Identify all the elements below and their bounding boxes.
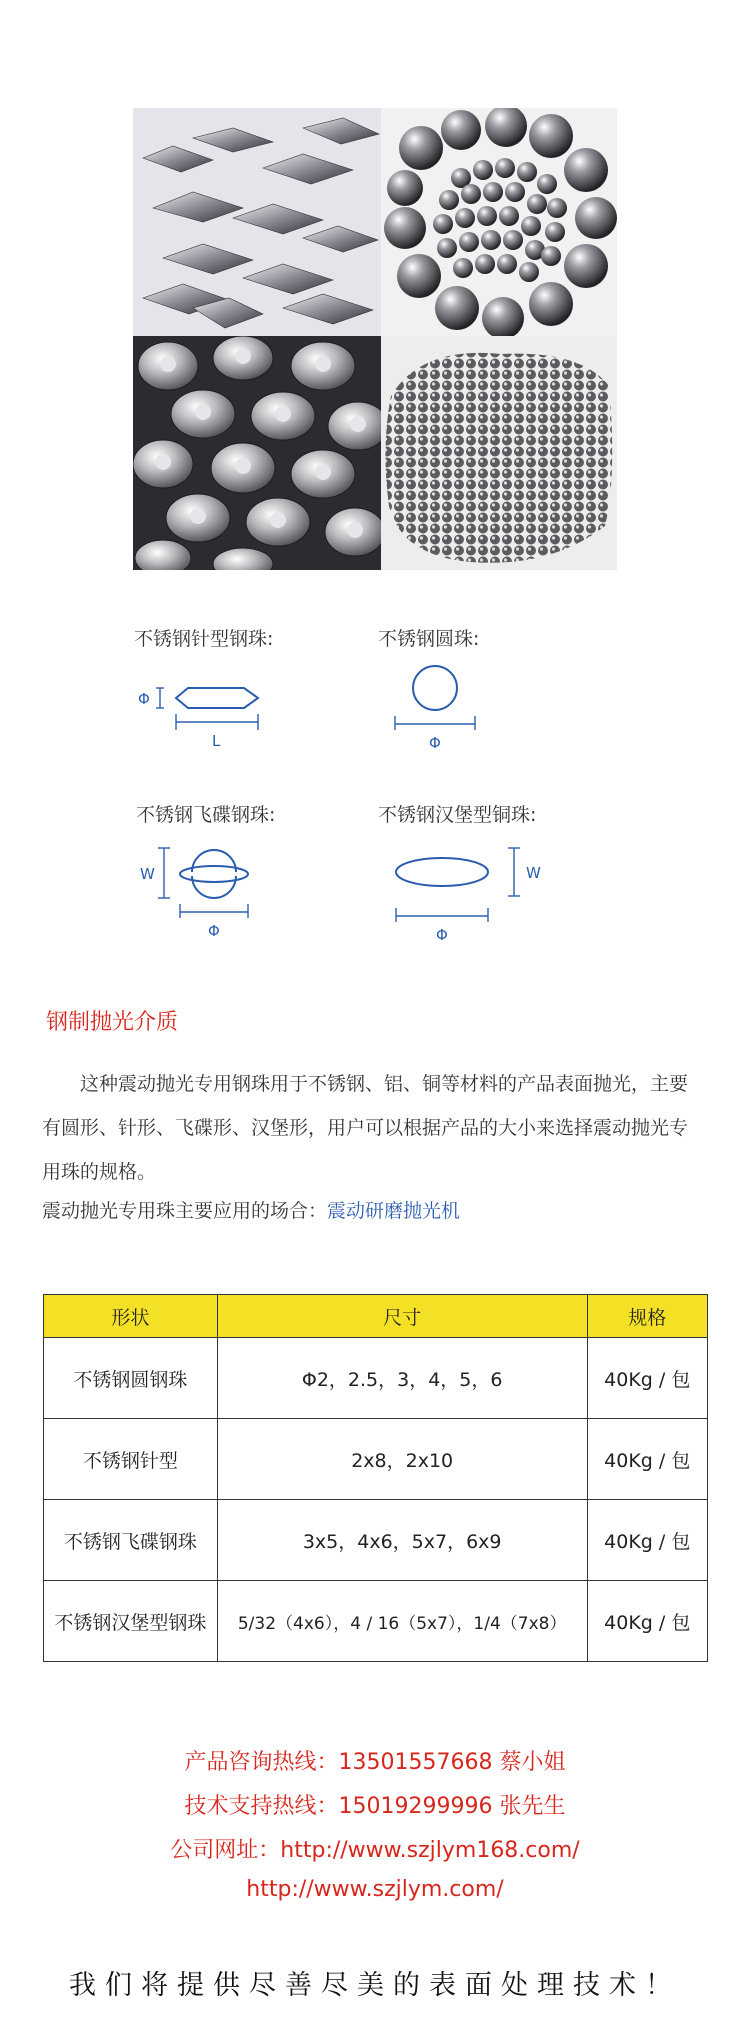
application-link[interactable]: 震动研磨抛光机 xyxy=(327,1200,461,1222)
photo-needle-pins xyxy=(133,108,381,336)
burger-bead-label: 不锈钢汉堡型铜珠: xyxy=(378,804,537,826)
cell-shape: 不锈钢针型 xyxy=(44,1419,218,1500)
section-title: 钢制抛光介质 xyxy=(46,1010,179,1035)
saucer-diameter-symbol: Φ xyxy=(208,922,220,940)
burger-diameter-symbol: Φ xyxy=(436,926,448,944)
saucer-bead-diagram xyxy=(130,842,270,942)
support-hotline: 技术支持热线：15019299996 张先生 xyxy=(184,1794,566,1819)
table-row xyxy=(44,1419,708,1500)
photo-saucer-beads xyxy=(133,336,381,570)
header-spec: 规格 xyxy=(587,1295,707,1338)
cell-shape: 不锈钢飞碟钢珠 xyxy=(44,1500,218,1581)
cell-spec: 40Kg / 包 xyxy=(587,1338,707,1419)
header-shape: 形状 xyxy=(44,1295,218,1338)
spec-table xyxy=(43,1294,708,1662)
needle-bead-label: 不锈钢针型钢珠: xyxy=(134,628,274,650)
company-website-alt[interactable]: http://www.szjlym.com/ xyxy=(246,1877,504,1902)
product-hotline: 产品咨询热线：13501557668 蔡小姐 xyxy=(184,1750,566,1775)
needle-bead-diagram xyxy=(130,670,280,750)
round-bead-diagram xyxy=(380,660,490,752)
photo-round-balls xyxy=(381,108,617,336)
application-line xyxy=(42,1196,460,1223)
cell-size: Φ2，2.5，3，4，5，6 xyxy=(217,1338,587,1419)
cell-spec: 40Kg / 包 xyxy=(587,1581,707,1662)
header-size: 尺寸 xyxy=(217,1295,587,1338)
burger-bead-diagram xyxy=(390,842,560,946)
product-photo-grid xyxy=(133,108,617,570)
saucer-width-symbol: W xyxy=(140,865,155,883)
round-bead-label: 不锈钢圆珠: xyxy=(378,628,480,650)
company-website[interactable]: 公司网址：http://www.szjlym168.com/ xyxy=(170,1838,580,1863)
table-header-row xyxy=(44,1295,708,1338)
cell-size: 2x8，2x10 xyxy=(217,1419,587,1500)
photo-small-balls xyxy=(381,336,617,570)
needle-length-symbol: L xyxy=(212,732,221,750)
cell-shape: 不锈钢汉堡型钢珠 xyxy=(44,1581,218,1662)
cell-spec: 40Kg / 包 xyxy=(587,1419,707,1500)
application-prefix: 震动抛光专用珠主要应用的场合： xyxy=(42,1200,328,1222)
table-row xyxy=(44,1500,708,1581)
needle-diameter-symbol: Φ xyxy=(138,690,150,708)
burger-width-symbol: W xyxy=(526,864,541,882)
cell-size: 3x5，4x6，5x7，6x9 xyxy=(217,1500,587,1581)
round-diameter-symbol: Φ xyxy=(429,734,441,752)
saucer-bead-label: 不锈钢飞碟钢珠: xyxy=(136,804,276,826)
cell-size: 5/32（4x6），4 / 16（5x7），1/4（7x8） xyxy=(217,1581,587,1662)
table-row xyxy=(44,1338,708,1419)
cell-spec: 40Kg / 包 xyxy=(587,1500,707,1581)
slogan: 我们将提供尽善尽美的表面处理技术！ xyxy=(69,1970,681,2001)
cell-shape: 不锈钢圆钢珠 xyxy=(44,1338,218,1419)
table-row xyxy=(44,1581,708,1662)
description-paragraph: 这种震动抛光专用钢珠用于不锈钢、铝、铜等材料的产品表面抛光，主要有圆形、针形、飞碟形、汉堡形，用户可以根据产品的大小来选择震动抛光专用珠的规格。 xyxy=(42,1073,689,1183)
